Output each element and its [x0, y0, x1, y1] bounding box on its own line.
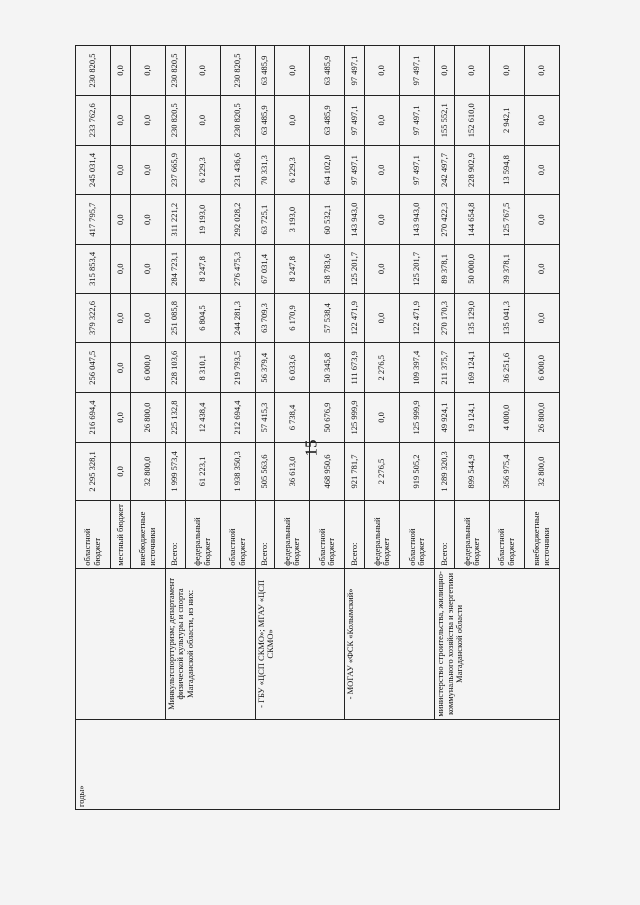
value-cell: 0,0 — [110, 293, 130, 343]
value-cell: 169 124,1 — [455, 343, 490, 393]
source-cell: местный бюджет — [110, 501, 130, 569]
value-cell: 2 295 328,1 — [76, 442, 111, 500]
value-cell: 245 031,4 — [76, 145, 111, 195]
value-cell: 1 938 350,3 — [220, 442, 255, 500]
value-cell: 58 783,6 — [310, 245, 345, 294]
value-cell: 19 193,0 — [185, 195, 220, 245]
value-cell: 315 853,4 — [76, 245, 111, 294]
value-cell: 0,0 — [185, 46, 220, 96]
value-cell: 125 201,7 — [345, 245, 365, 294]
value-cell: 6 229,3 — [185, 145, 220, 195]
value-cell: 122 471,9 — [400, 293, 435, 343]
value-cell: 122 471,9 — [345, 293, 365, 343]
value-cell: 8 247,8 — [275, 245, 310, 294]
entity-cell: - ГБУ «ЦСП СКМО»; МГАУ «ЦСП СКМО» — [255, 568, 345, 719]
value-cell: 2 942,1 — [490, 95, 525, 145]
value-cell: 89 378,1 — [435, 245, 455, 294]
source-cell: Всего: — [345, 501, 365, 569]
value-cell: 0,0 — [365, 46, 400, 96]
value-cell: 49 924,1 — [435, 393, 455, 443]
value-cell: 60 532,1 — [310, 195, 345, 245]
value-cell: 6 000,0 — [130, 343, 165, 393]
table-row — [165, 46, 185, 810]
value-cell: 26 800,0 — [524, 393, 559, 443]
value-cell: 251 085,8 — [165, 293, 185, 343]
entity-cell: министерство строительства, жилищно-коммунального хозяйства и энергетики Магаданской области — [435, 568, 560, 719]
value-cell: 125 201,7 — [400, 245, 435, 294]
value-cell: 468 950,6 — [310, 442, 345, 500]
value-cell: 97 497,1 — [400, 145, 435, 195]
value-cell: 39 378,1 — [490, 245, 525, 294]
source-cell: федеральный бюджет — [455, 501, 490, 569]
value-cell: 32 800,0 — [130, 442, 165, 500]
entity-cell: - МОГАУ «ФСК «Колымский» — [345, 568, 435, 719]
value-cell: 0,0 — [185, 95, 220, 145]
value-cell: 97 497,1 — [345, 145, 365, 195]
value-cell: 270 422,3 — [435, 195, 455, 245]
value-cell: 6 804,5 — [185, 293, 220, 343]
value-cell: 32 800,0 — [524, 442, 559, 500]
value-cell: 921 781,7 — [345, 442, 365, 500]
value-cell: 50 676,9 — [310, 393, 345, 443]
value-cell: 63 725,1 — [255, 195, 275, 245]
value-cell: 12 438,4 — [185, 393, 220, 443]
value-cell: 0,0 — [130, 195, 165, 245]
value-cell: 0,0 — [130, 145, 165, 195]
value-cell: 97 497,1 — [400, 95, 435, 145]
value-cell: 50 000,0 — [455, 245, 490, 294]
value-cell: 1 289 320,3 — [435, 442, 455, 500]
value-cell: 0,0 — [524, 293, 559, 343]
value-cell: 143 943,0 — [345, 195, 365, 245]
value-cell: 0,0 — [110, 46, 130, 96]
value-cell: 0,0 — [275, 95, 310, 145]
value-cell: 0,0 — [130, 95, 165, 145]
table-row — [345, 46, 365, 810]
budget-table — [75, 45, 560, 810]
value-cell: 228 103,6 — [165, 343, 185, 393]
value-cell: 230 820,5 — [165, 46, 185, 96]
value-cell: 0,0 — [110, 95, 130, 145]
value-cell: 919 505,2 — [400, 442, 435, 500]
value-cell: 242 497,7 — [435, 145, 455, 195]
value-cell: 292 028,2 — [220, 195, 255, 245]
value-cell: 276 475,3 — [220, 245, 255, 294]
value-cell: 230 820,5 — [220, 95, 255, 145]
source-cell: федеральный бюджет — [275, 501, 310, 569]
value-cell: 36 613,0 — [275, 442, 310, 500]
value-cell: 109 397,4 — [400, 343, 435, 393]
entity-cell — [76, 568, 166, 719]
value-cell: 505 563,6 — [255, 442, 275, 500]
value-cell: 0,0 — [130, 245, 165, 294]
source-cell: Всего: — [435, 501, 455, 569]
value-cell: 57 415,3 — [255, 393, 275, 443]
value-cell: 67 031,4 — [255, 245, 275, 294]
entity-cell: Минкультспорттуризм; департамент физической культуры и спорта Магаданской области, из них: — [165, 568, 255, 719]
value-cell: 211 375,7 — [435, 343, 455, 393]
value-cell: 0,0 — [365, 293, 400, 343]
source-cell: внебюджетные источники — [130, 501, 165, 569]
value-cell: 6 000,0 — [524, 343, 559, 393]
value-cell: 311 221,2 — [165, 195, 185, 245]
value-cell: 111 673,9 — [345, 343, 365, 393]
value-cell: 1 999 573,4 — [165, 442, 185, 500]
value-cell: 233 762,6 — [76, 95, 111, 145]
value-cell: 0,0 — [130, 46, 165, 96]
value-cell: 0,0 — [524, 46, 559, 96]
source-cell: Всего: — [255, 501, 275, 569]
value-cell: 231 436,6 — [220, 145, 255, 195]
value-cell: 284 723,1 — [165, 245, 185, 294]
value-cell: 0,0 — [490, 46, 525, 96]
value-cell: 216 694,4 — [76, 393, 111, 443]
value-cell: 125 767,5 — [490, 195, 525, 245]
source-cell: областной бюджет — [310, 501, 345, 569]
value-cell: 237 665,9 — [165, 145, 185, 195]
value-cell: 0,0 — [365, 145, 400, 195]
table-row — [255, 46, 275, 810]
value-cell: 0,0 — [524, 95, 559, 145]
value-cell: 899 544,9 — [455, 442, 490, 500]
source-cell: областной бюджет — [76, 501, 111, 569]
value-cell: 70 331,3 — [255, 145, 275, 195]
value-cell: 230 820,5 — [76, 46, 111, 96]
value-cell: 61 223,1 — [185, 442, 220, 500]
value-cell: 0,0 — [435, 46, 455, 96]
value-cell: 19 124,1 — [455, 393, 490, 443]
value-cell: 230 820,5 — [220, 46, 255, 96]
value-cell: 0,0 — [365, 195, 400, 245]
value-cell: 6 738,4 — [275, 393, 310, 443]
value-cell: 228 902,9 — [455, 145, 490, 195]
value-cell: 8 310,1 — [185, 343, 220, 393]
value-cell: 244 281,3 — [220, 293, 255, 343]
value-cell: 6 170,9 — [275, 293, 310, 343]
value-cell: 64 102,0 — [310, 145, 345, 195]
value-cell: 0,0 — [110, 195, 130, 245]
value-cell: 0,0 — [365, 95, 400, 145]
value-cell: 230 820,5 — [165, 95, 185, 145]
value-cell: 0,0 — [365, 245, 400, 294]
value-cell: 0,0 — [130, 293, 165, 343]
source-cell: областной бюджет — [490, 501, 525, 569]
source-cell: Всего: — [165, 501, 185, 569]
value-cell: 256 047,5 — [76, 343, 111, 393]
value-cell: 97 497,1 — [345, 95, 365, 145]
source-cell: федеральный бюджет — [185, 501, 220, 569]
value-cell: 225 132,8 — [165, 393, 185, 443]
rotated-table-container — [75, 45, 560, 810]
value-cell: 4 000,0 — [490, 393, 525, 443]
value-cell: 417 795,7 — [76, 195, 111, 245]
table-row — [435, 46, 455, 810]
value-cell: 2 276,5 — [365, 343, 400, 393]
source-cell: федеральный бюджет — [365, 501, 400, 569]
value-cell: 26 800,0 — [130, 393, 165, 443]
value-cell: 0,0 — [365, 393, 400, 443]
value-cell: 0,0 — [110, 393, 130, 443]
value-cell: 57 538,4 — [310, 293, 345, 343]
table-row — [76, 46, 111, 810]
value-cell: 0,0 — [275, 46, 310, 96]
value-cell: 0,0 — [524, 245, 559, 294]
value-cell: 0,0 — [110, 442, 130, 500]
value-cell: 270 170,3 — [435, 293, 455, 343]
value-cell: 56 379,4 — [255, 343, 275, 393]
value-cell: 0,0 — [110, 245, 130, 294]
value-cell: 13 594,8 — [490, 145, 525, 195]
value-cell: 135 041,3 — [490, 293, 525, 343]
value-cell: 63 485,9 — [255, 95, 275, 145]
value-cell: 97 497,1 — [400, 46, 435, 96]
source-cell: внебюджетные источники — [524, 501, 559, 569]
source-cell: областной бюджет — [220, 501, 255, 569]
page-number: 15 — [301, 439, 321, 457]
value-cell: 97 497,1 — [345, 46, 365, 96]
value-cell: 2 276,5 — [365, 442, 400, 500]
value-cell: 152 610,0 — [455, 95, 490, 145]
value-cell: 0,0 — [110, 343, 130, 393]
value-cell: 356 975,4 — [490, 442, 525, 500]
value-cell: 6 033,6 — [275, 343, 310, 393]
value-cell: 379 322,6 — [76, 293, 111, 343]
value-cell: 0,0 — [524, 195, 559, 245]
value-cell: 219 793,5 — [220, 343, 255, 393]
value-cell: 0,0 — [455, 46, 490, 96]
value-cell: 63 485,9 — [310, 46, 345, 96]
value-cell: 3 193,0 — [275, 195, 310, 245]
value-cell: 0,0 — [524, 145, 559, 195]
value-cell: 63 485,9 — [310, 95, 345, 145]
source-cell: областной бюджет — [400, 501, 435, 569]
value-cell: 125 999,9 — [400, 393, 435, 443]
value-cell: 135 129,0 — [455, 293, 490, 343]
value-cell: 63 485,9 — [255, 46, 275, 96]
header-cell-years: годы» — [76, 720, 560, 810]
value-cell: 6 229,3 — [275, 145, 310, 195]
value-cell: 212 694,4 — [220, 393, 255, 443]
value-cell: 50 345,8 — [310, 343, 345, 393]
value-cell: 36 251,6 — [490, 343, 525, 393]
value-cell: 144 654,8 — [455, 195, 490, 245]
value-cell: 63 709,3 — [255, 293, 275, 343]
value-cell: 8 247,8 — [185, 245, 220, 294]
value-cell: 143 943,0 — [400, 195, 435, 245]
value-cell: 0,0 — [110, 145, 130, 195]
value-cell: 125 999,9 — [345, 393, 365, 443]
value-cell: 155 552,1 — [435, 95, 455, 145]
